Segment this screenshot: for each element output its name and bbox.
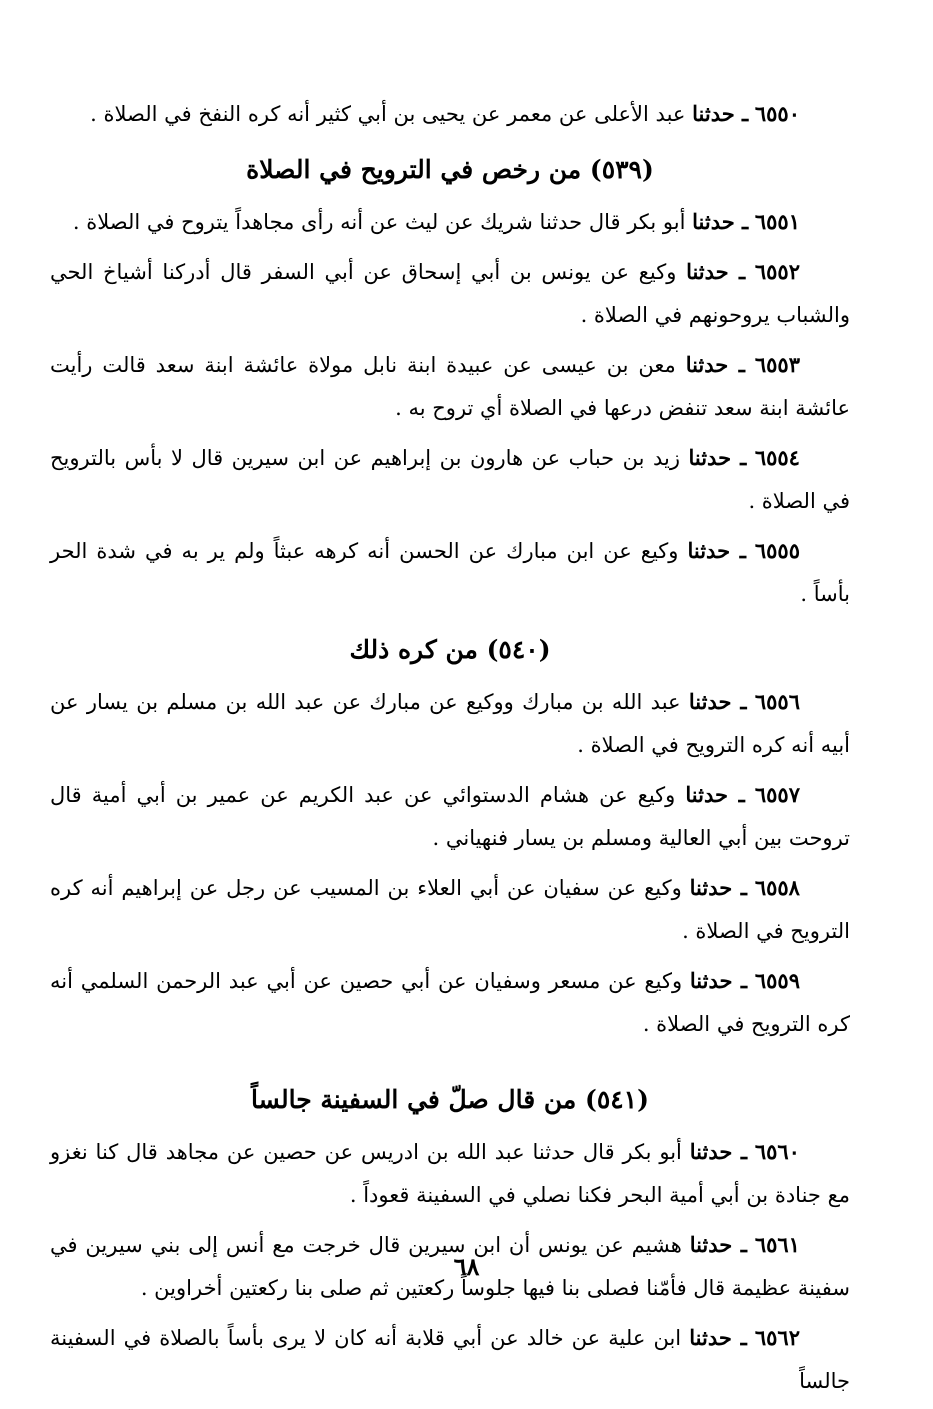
hadith-number: ٦٥٥٧ <box>754 782 800 807</box>
hadith-number: ٦٥٥٦ <box>754 689 800 714</box>
hadith-text: وكيع عن هشام الدستوائي عن عبد الكريم عن عمير بن أبي أمية قال تروحت بين أبي العالية ومسلم بن يسار فنهياني . <box>50 783 850 850</box>
hadith-text: أبو بكر قال حدثنا عبد الله بن ادريس عن حصين عن مجاهد قال كنا نغزو مع جنادة بن أبي أمية البحر فكنا نصلي في السفينة قعوداً . <box>50 1140 850 1207</box>
chapter-heading-539: (٥٣٩) من رخص في الترويح في الصلاة <box>246 155 654 184</box>
hadith-lead: ـ حدثنا <box>689 1232 747 1257</box>
hadith-number: ٦٥٥٩ <box>754 968 800 993</box>
hadith-number: ٦٥٥٨ <box>754 875 800 900</box>
hadith-text: معن بن عيسى عن عبيدة ابنة نابل مولاة عائشة ابنة سعد قالت رأيت عائشة ابنة سعد تنفض درعها في الصلاة أي تروح به . <box>50 353 850 420</box>
hadith-number: ٦٥٦٢ <box>754 1325 800 1350</box>
hadith-number: ٦٥٦٠ <box>754 1139 800 1164</box>
hadith-6557 <box>50 773 850 860</box>
hadith-text: وكيع عن مسعر وسفيان عن أبي حصين عن أبي عبد الرحمن السلمي أنه كره الترويح في الصلاة . <box>50 969 850 1036</box>
hadith-lead: ـ حدثنا <box>688 445 747 470</box>
hadith-number: ٦٥٥٣ <box>754 352 800 377</box>
hadith-text: وكيع عن سفيان عن أبي العلاء بن المسيب عن رجل عن إبراهيم أنه كره الترويح في الصلاة . <box>50 876 850 943</box>
hadith-lead: ـ حدثنا <box>689 968 748 993</box>
hadith-number: ٦٥٦١ <box>754 1232 800 1257</box>
hadith-lead: ـ حدثنا <box>686 259 746 284</box>
page-number: ٦٨ <box>453 1252 480 1281</box>
hadith-lead: ـ حدثنا <box>685 782 745 807</box>
hadith-text: هشيم عن يونس أن ابن سيرين قال خرجت مع أنس إلى بني سيرين في سفينة عظيمة قال فأمّنا فصلى بنا فيها جلوساً ركعتين ثم صلى بنا ركعتين أخراوين . <box>50 1233 850 1300</box>
chapter-heading-541: (٥٤١) من قال صلّ في السفينة جالساً <box>251 1085 649 1114</box>
hadith-lead: ـ حدثنا <box>685 352 745 377</box>
hadith-lead: ـ حدثنا <box>689 1139 747 1164</box>
hadith-number: ٦٥٥٥ <box>754 538 800 563</box>
hadith-6554 <box>50 436 850 523</box>
hadith-6550 <box>50 92 850 136</box>
hadith-lead: ـ حدثنا <box>688 689 747 714</box>
hadith-6562 <box>50 1316 850 1403</box>
hadith-number: ٦٥٥٢ <box>754 259 800 284</box>
hadith-6559 <box>50 959 850 1046</box>
hadith-text: وكيع عن يونس بن أبي إسحاق عن أبي السفر قال أدركنا أشياخ الحي والشباب يروحونهم في الصلاة . <box>50 260 850 327</box>
hadith-6551 <box>50 200 850 244</box>
hadith-6553 <box>50 343 850 430</box>
hadith-lead: ـ حدثنا <box>687 538 746 563</box>
hadith-lead: ـ حدثنا <box>692 101 749 126</box>
hadith-6560 <box>50 1130 850 1217</box>
hadith-lead: ـ حدثنا <box>689 875 747 900</box>
hadith-text: ابن علية عن خالد عن أبي قلابة أنه كان لا يرى بأساً بالصلاة في السفينة جالساً <box>50 1326 850 1393</box>
hadith-number: ٦٥٥٠ <box>754 101 800 126</box>
hadith-lead: ـ حدثنا <box>692 209 749 234</box>
chapter-heading-540: (٥٤٠) من كره ذلك <box>349 635 551 664</box>
hadith-6555 <box>50 529 850 616</box>
hadith-text: زيد بن حباب عن هارون بن إبراهيم عن ابن سيرين قال لا بأس بالترويح في الصلاة . <box>50 446 850 513</box>
hadith-number: ٦٥٥٤ <box>754 445 800 470</box>
hadith-lead: ـ حدثنا <box>689 1325 747 1350</box>
hadith-6552 <box>50 250 850 337</box>
hadith-6556 <box>50 680 850 767</box>
hadith-text: عبد الله بن مبارك ووكيع عن مبارك عن عبد الله بن مسلم بن يسار عن أبيه أنه كره الترويح في الصلاة . <box>50 690 850 757</box>
hadith-text: وكيع عن ابن مبارك عن الحسن أنه كرهه عبثاً ولم ير به في شدة الحر بأساً . <box>50 539 850 606</box>
hadith-6558 <box>50 866 850 953</box>
hadith-text: أبو بكر قال حدثنا شريك عن ليث عن أنه رأى مجاهداً يتروح في الصلاة . <box>72 210 686 234</box>
hadith-number: ٦٥٥١ <box>754 209 800 234</box>
page-body <box>50 92 850 1409</box>
hadith-text: عبد الأعلى عن معمر عن يحيى بن أبي كثير أنه كره النفخ في الصلاة . <box>90 102 686 126</box>
